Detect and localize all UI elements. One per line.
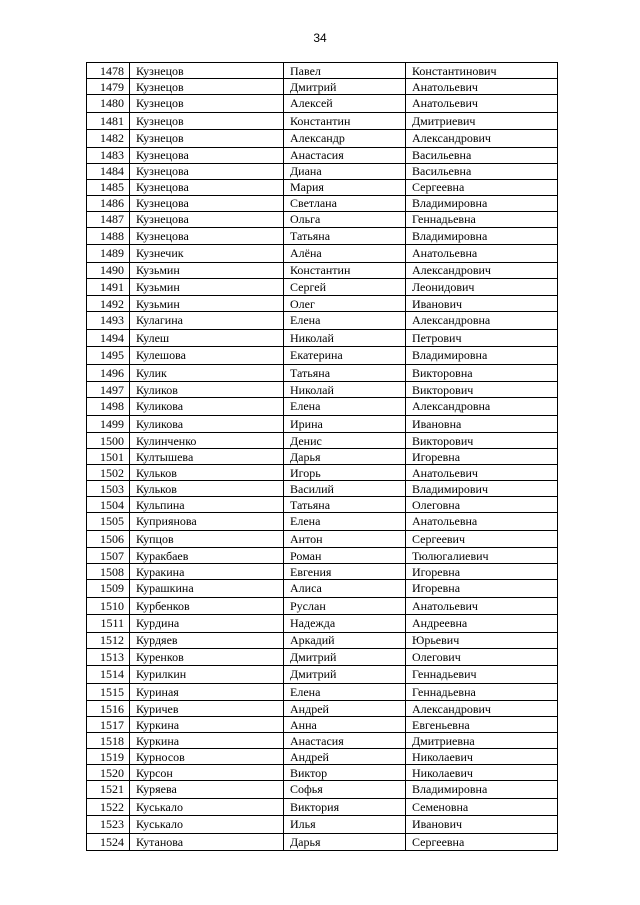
- patronymic: Геннадьевна: [406, 683, 558, 701]
- last-name: Кузнецова: [130, 147, 284, 163]
- patronymic: Семеновна: [406, 798, 558, 816]
- first-name: Константин: [284, 112, 406, 130]
- first-name: Мария: [284, 179, 406, 195]
- last-name: Кузьмин: [130, 278, 284, 296]
- table-row: [87, 262, 558, 278]
- last-name: Куракина: [130, 564, 284, 580]
- row-number: 1479: [87, 79, 130, 95]
- first-name: Дмитрий: [284, 648, 406, 666]
- patronymic: Александрович: [406, 701, 558, 717]
- last-name: Кулинченко: [130, 433, 284, 449]
- last-name: Кузнецов: [130, 63, 284, 79]
- patronymic: Игоревна: [406, 449, 558, 465]
- table-row: [87, 63, 558, 79]
- last-name: Кузнецов: [130, 79, 284, 95]
- last-name: Кутанова: [130, 833, 284, 851]
- patronymic: Владимировна: [406, 347, 558, 365]
- row-number: 1505: [87, 513, 130, 531]
- table-row: [87, 564, 558, 580]
- row-number: 1486: [87, 195, 130, 211]
- patronymic: Александровна: [406, 398, 558, 416]
- patronymic: Анатольевич: [406, 465, 558, 481]
- patronymic: Иванович: [406, 816, 558, 834]
- page-number: 34: [313, 31, 327, 45]
- table-row: [87, 329, 558, 347]
- patronymic: Игоревна: [406, 580, 558, 598]
- first-name: Константин: [284, 262, 406, 278]
- patronymic: Владимировна: [406, 227, 558, 245]
- row-number: 1495: [87, 347, 130, 365]
- last-name: Кузнецова: [130, 227, 284, 245]
- row-number: 1515: [87, 683, 130, 701]
- patronymic: Александрович: [406, 262, 558, 278]
- first-name: Татьяна: [284, 227, 406, 245]
- row-number: 1524: [87, 833, 130, 851]
- first-name: Аркадий: [284, 632, 406, 648]
- last-name: Кузнечик: [130, 245, 284, 263]
- first-name: Игорь: [284, 465, 406, 481]
- first-name: Денис: [284, 433, 406, 449]
- first-name: Елена: [284, 513, 406, 531]
- table-row: [87, 632, 558, 648]
- table-row: [87, 112, 558, 130]
- table-row: [87, 312, 558, 330]
- last-name: Куракбаев: [130, 548, 284, 564]
- last-name: Куренков: [130, 648, 284, 666]
- patronymic: Александрович: [406, 130, 558, 148]
- patronymic: Анатольевна: [406, 245, 558, 263]
- patronymic: Юрьевич: [406, 632, 558, 648]
- first-name: Роман: [284, 548, 406, 564]
- table-row: [87, 179, 558, 195]
- row-number: 1523: [87, 816, 130, 834]
- patronymic: Владимирович: [406, 481, 558, 497]
- first-name: Дмитрий: [284, 666, 406, 684]
- row-number: 1512: [87, 632, 130, 648]
- first-name: Александр: [284, 130, 406, 148]
- last-name: Куричев: [130, 701, 284, 717]
- table-row: [87, 278, 558, 296]
- table-row: [87, 597, 558, 615]
- first-name: Руслан: [284, 597, 406, 615]
- patronymic: Дмитриевна: [406, 733, 558, 749]
- row-number: 1502: [87, 465, 130, 481]
- patronymic: Евгеньевна: [406, 717, 558, 733]
- last-name: Кузнецова: [130, 179, 284, 195]
- table-row: [87, 749, 558, 765]
- first-name: Софья: [284, 781, 406, 799]
- last-name: Кузнецова: [130, 195, 284, 211]
- table-row: [87, 296, 558, 312]
- table-row: [87, 382, 558, 398]
- row-number: 1485: [87, 179, 130, 195]
- last-name: Кульков: [130, 481, 284, 497]
- last-name: Курбенков: [130, 597, 284, 615]
- last-name: Кулагина: [130, 312, 284, 330]
- table-row: [87, 227, 558, 245]
- first-name: Николай: [284, 329, 406, 347]
- roster-table: [86, 62, 558, 851]
- table-row: [87, 79, 558, 95]
- first-name: Ольга: [284, 211, 406, 227]
- row-number: 1503: [87, 481, 130, 497]
- table-row: [87, 648, 558, 666]
- last-name: Курашкина: [130, 580, 284, 598]
- first-name: Елена: [284, 398, 406, 416]
- patronymic: Олегович: [406, 648, 558, 666]
- table-row: [87, 465, 558, 481]
- row-number: 1507: [87, 548, 130, 564]
- table-row: [87, 580, 558, 598]
- last-name: Кулик: [130, 364, 284, 382]
- last-name: Кузнецова: [130, 211, 284, 227]
- table-row: [87, 816, 558, 834]
- table-row: [87, 245, 558, 263]
- patronymic: Анатольевич: [406, 79, 558, 95]
- table-row: [87, 398, 558, 416]
- table-row: [87, 666, 558, 684]
- row-number: 1514: [87, 666, 130, 684]
- row-number: 1510: [87, 597, 130, 615]
- last-name: Куськало: [130, 816, 284, 834]
- patronymic: Викторович: [406, 433, 558, 449]
- row-number: 1517: [87, 717, 130, 733]
- first-name: Дмитрий: [284, 79, 406, 95]
- last-name: Кузнецов: [130, 130, 284, 148]
- table-row: [87, 147, 558, 163]
- last-name: Курсон: [130, 765, 284, 781]
- table-row: [87, 347, 558, 365]
- first-name: Елена: [284, 312, 406, 330]
- table-row: [87, 95, 558, 113]
- table-row: [87, 481, 558, 497]
- last-name: Кузьмин: [130, 296, 284, 312]
- patronymic: Геннадьевич: [406, 666, 558, 684]
- row-number: 1499: [87, 415, 130, 433]
- first-name: Елена: [284, 683, 406, 701]
- row-number: 1483: [87, 147, 130, 163]
- row-number: 1522: [87, 798, 130, 816]
- patronymic: Игоревна: [406, 564, 558, 580]
- first-name: Павел: [284, 63, 406, 79]
- row-number: 1491: [87, 278, 130, 296]
- table-row: [87, 497, 558, 513]
- patronymic: Сергеевна: [406, 833, 558, 851]
- last-name: Кузьмин: [130, 262, 284, 278]
- patronymic: Сергеевна: [406, 179, 558, 195]
- last-name: Кульпина: [130, 497, 284, 513]
- first-name: Анастасия: [284, 147, 406, 163]
- patronymic: Васильевна: [406, 163, 558, 179]
- table-row: [87, 211, 558, 227]
- row-number: 1494: [87, 329, 130, 347]
- table-row: [87, 733, 558, 749]
- row-number: 1519: [87, 749, 130, 765]
- patronymic: Васильевна: [406, 147, 558, 163]
- patronymic: Иванович: [406, 296, 558, 312]
- last-name: Кузнецов: [130, 95, 284, 113]
- row-number: 1506: [87, 530, 130, 548]
- row-number: 1500: [87, 433, 130, 449]
- first-name: Андрей: [284, 701, 406, 717]
- first-name: Евгения: [284, 564, 406, 580]
- first-name: Олег: [284, 296, 406, 312]
- first-name: Алёна: [284, 245, 406, 263]
- table-row: [87, 615, 558, 633]
- patronymic: Александровна: [406, 312, 558, 330]
- first-name: Татьяна: [284, 364, 406, 382]
- first-name: Алиса: [284, 580, 406, 598]
- first-name: Антон: [284, 530, 406, 548]
- table-row: [87, 195, 558, 211]
- table-row: [87, 530, 558, 548]
- first-name: Илья: [284, 816, 406, 834]
- table-row: [87, 781, 558, 799]
- row-number: 1492: [87, 296, 130, 312]
- table-row: [87, 513, 558, 531]
- row-number: 1496: [87, 364, 130, 382]
- roster-body: [87, 63, 558, 851]
- table-row: [87, 130, 558, 148]
- first-name: Андрей: [284, 749, 406, 765]
- patronymic: Анатольевна: [406, 513, 558, 531]
- row-number: 1516: [87, 701, 130, 717]
- table-row: [87, 683, 558, 701]
- patronymic: Геннадьевна: [406, 211, 558, 227]
- row-number: 1480: [87, 95, 130, 113]
- first-name: Надежда: [284, 615, 406, 633]
- row-number: 1520: [87, 765, 130, 781]
- table-row: [87, 548, 558, 564]
- last-name: Куркина: [130, 717, 284, 733]
- table-row: [87, 833, 558, 851]
- last-name: Куськало: [130, 798, 284, 816]
- last-name: Кулеш: [130, 329, 284, 347]
- table-row: [87, 364, 558, 382]
- table-row: [87, 163, 558, 179]
- patronymic: Дмитриевич: [406, 112, 558, 130]
- row-number: 1518: [87, 733, 130, 749]
- table-row: [87, 798, 558, 816]
- last-name: Куприянова: [130, 513, 284, 531]
- patronymic: Викторовна: [406, 364, 558, 382]
- row-number: 1487: [87, 211, 130, 227]
- patronymic: Владимировна: [406, 781, 558, 799]
- patronymic: Владимировна: [406, 195, 558, 211]
- patronymic: Петрович: [406, 329, 558, 347]
- row-number: 1498: [87, 398, 130, 416]
- first-name: Анна: [284, 717, 406, 733]
- patronymic: Анатольевич: [406, 95, 558, 113]
- last-name: Курносов: [130, 749, 284, 765]
- patronymic: Андреевна: [406, 615, 558, 633]
- first-name: Диана: [284, 163, 406, 179]
- row-number: 1488: [87, 227, 130, 245]
- patronymic: Николаевич: [406, 765, 558, 781]
- row-number: 1481: [87, 112, 130, 130]
- last-name: Култышева: [130, 449, 284, 465]
- first-name: Сергей: [284, 278, 406, 296]
- row-number: 1521: [87, 781, 130, 799]
- first-name: Николай: [284, 382, 406, 398]
- last-name: Куряева: [130, 781, 284, 799]
- patronymic: Ивановна: [406, 415, 558, 433]
- row-number: 1482: [87, 130, 130, 148]
- patronymic: Константинович: [406, 63, 558, 79]
- last-name: Кулешова: [130, 347, 284, 365]
- last-name: Курилкин: [130, 666, 284, 684]
- first-name: Анастасия: [284, 733, 406, 749]
- table-row: [87, 449, 558, 465]
- first-name: Светлана: [284, 195, 406, 211]
- last-name: Кузнецова: [130, 163, 284, 179]
- table-row: [87, 433, 558, 449]
- row-number: 1511: [87, 615, 130, 633]
- first-name: Ирина: [284, 415, 406, 433]
- first-name: Виктория: [284, 798, 406, 816]
- last-name: Куркина: [130, 733, 284, 749]
- first-name: Алексей: [284, 95, 406, 113]
- patronymic: Леонидович: [406, 278, 558, 296]
- row-number: 1490: [87, 262, 130, 278]
- last-name: Курдина: [130, 615, 284, 633]
- first-name: Екатерина: [284, 347, 406, 365]
- patronymic: Викторович: [406, 382, 558, 398]
- table-row: [87, 415, 558, 433]
- table-row: [87, 717, 558, 733]
- table-row: [87, 701, 558, 717]
- row-number: 1501: [87, 449, 130, 465]
- last-name: Куликова: [130, 398, 284, 416]
- patronymic: Анатольевич: [406, 597, 558, 615]
- last-name: Кульков: [130, 465, 284, 481]
- last-name: Курдяев: [130, 632, 284, 648]
- patronymic: Николаевич: [406, 749, 558, 765]
- row-number: 1489: [87, 245, 130, 263]
- first-name: Дарья: [284, 833, 406, 851]
- first-name: Татьяна: [284, 497, 406, 513]
- last-name: Кузнецов: [130, 112, 284, 130]
- row-number: 1493: [87, 312, 130, 330]
- first-name: Виктор: [284, 765, 406, 781]
- last-name: Купцов: [130, 530, 284, 548]
- first-name: Василий: [284, 481, 406, 497]
- patronymic: Тюлюгалиевич: [406, 548, 558, 564]
- table-row: [87, 765, 558, 781]
- patronymic: Олеговна: [406, 497, 558, 513]
- row-number: 1513: [87, 648, 130, 666]
- patronymic: Сергеевич: [406, 530, 558, 548]
- last-name: Куриная: [130, 683, 284, 701]
- row-number: 1484: [87, 163, 130, 179]
- row-number: 1497: [87, 382, 130, 398]
- last-name: Куликова: [130, 415, 284, 433]
- row-number: 1508: [87, 564, 130, 580]
- last-name: Куликов: [130, 382, 284, 398]
- row-number: 1509: [87, 580, 130, 598]
- first-name: Дарья: [284, 449, 406, 465]
- row-number: 1478: [87, 63, 130, 79]
- row-number: 1504: [87, 497, 130, 513]
